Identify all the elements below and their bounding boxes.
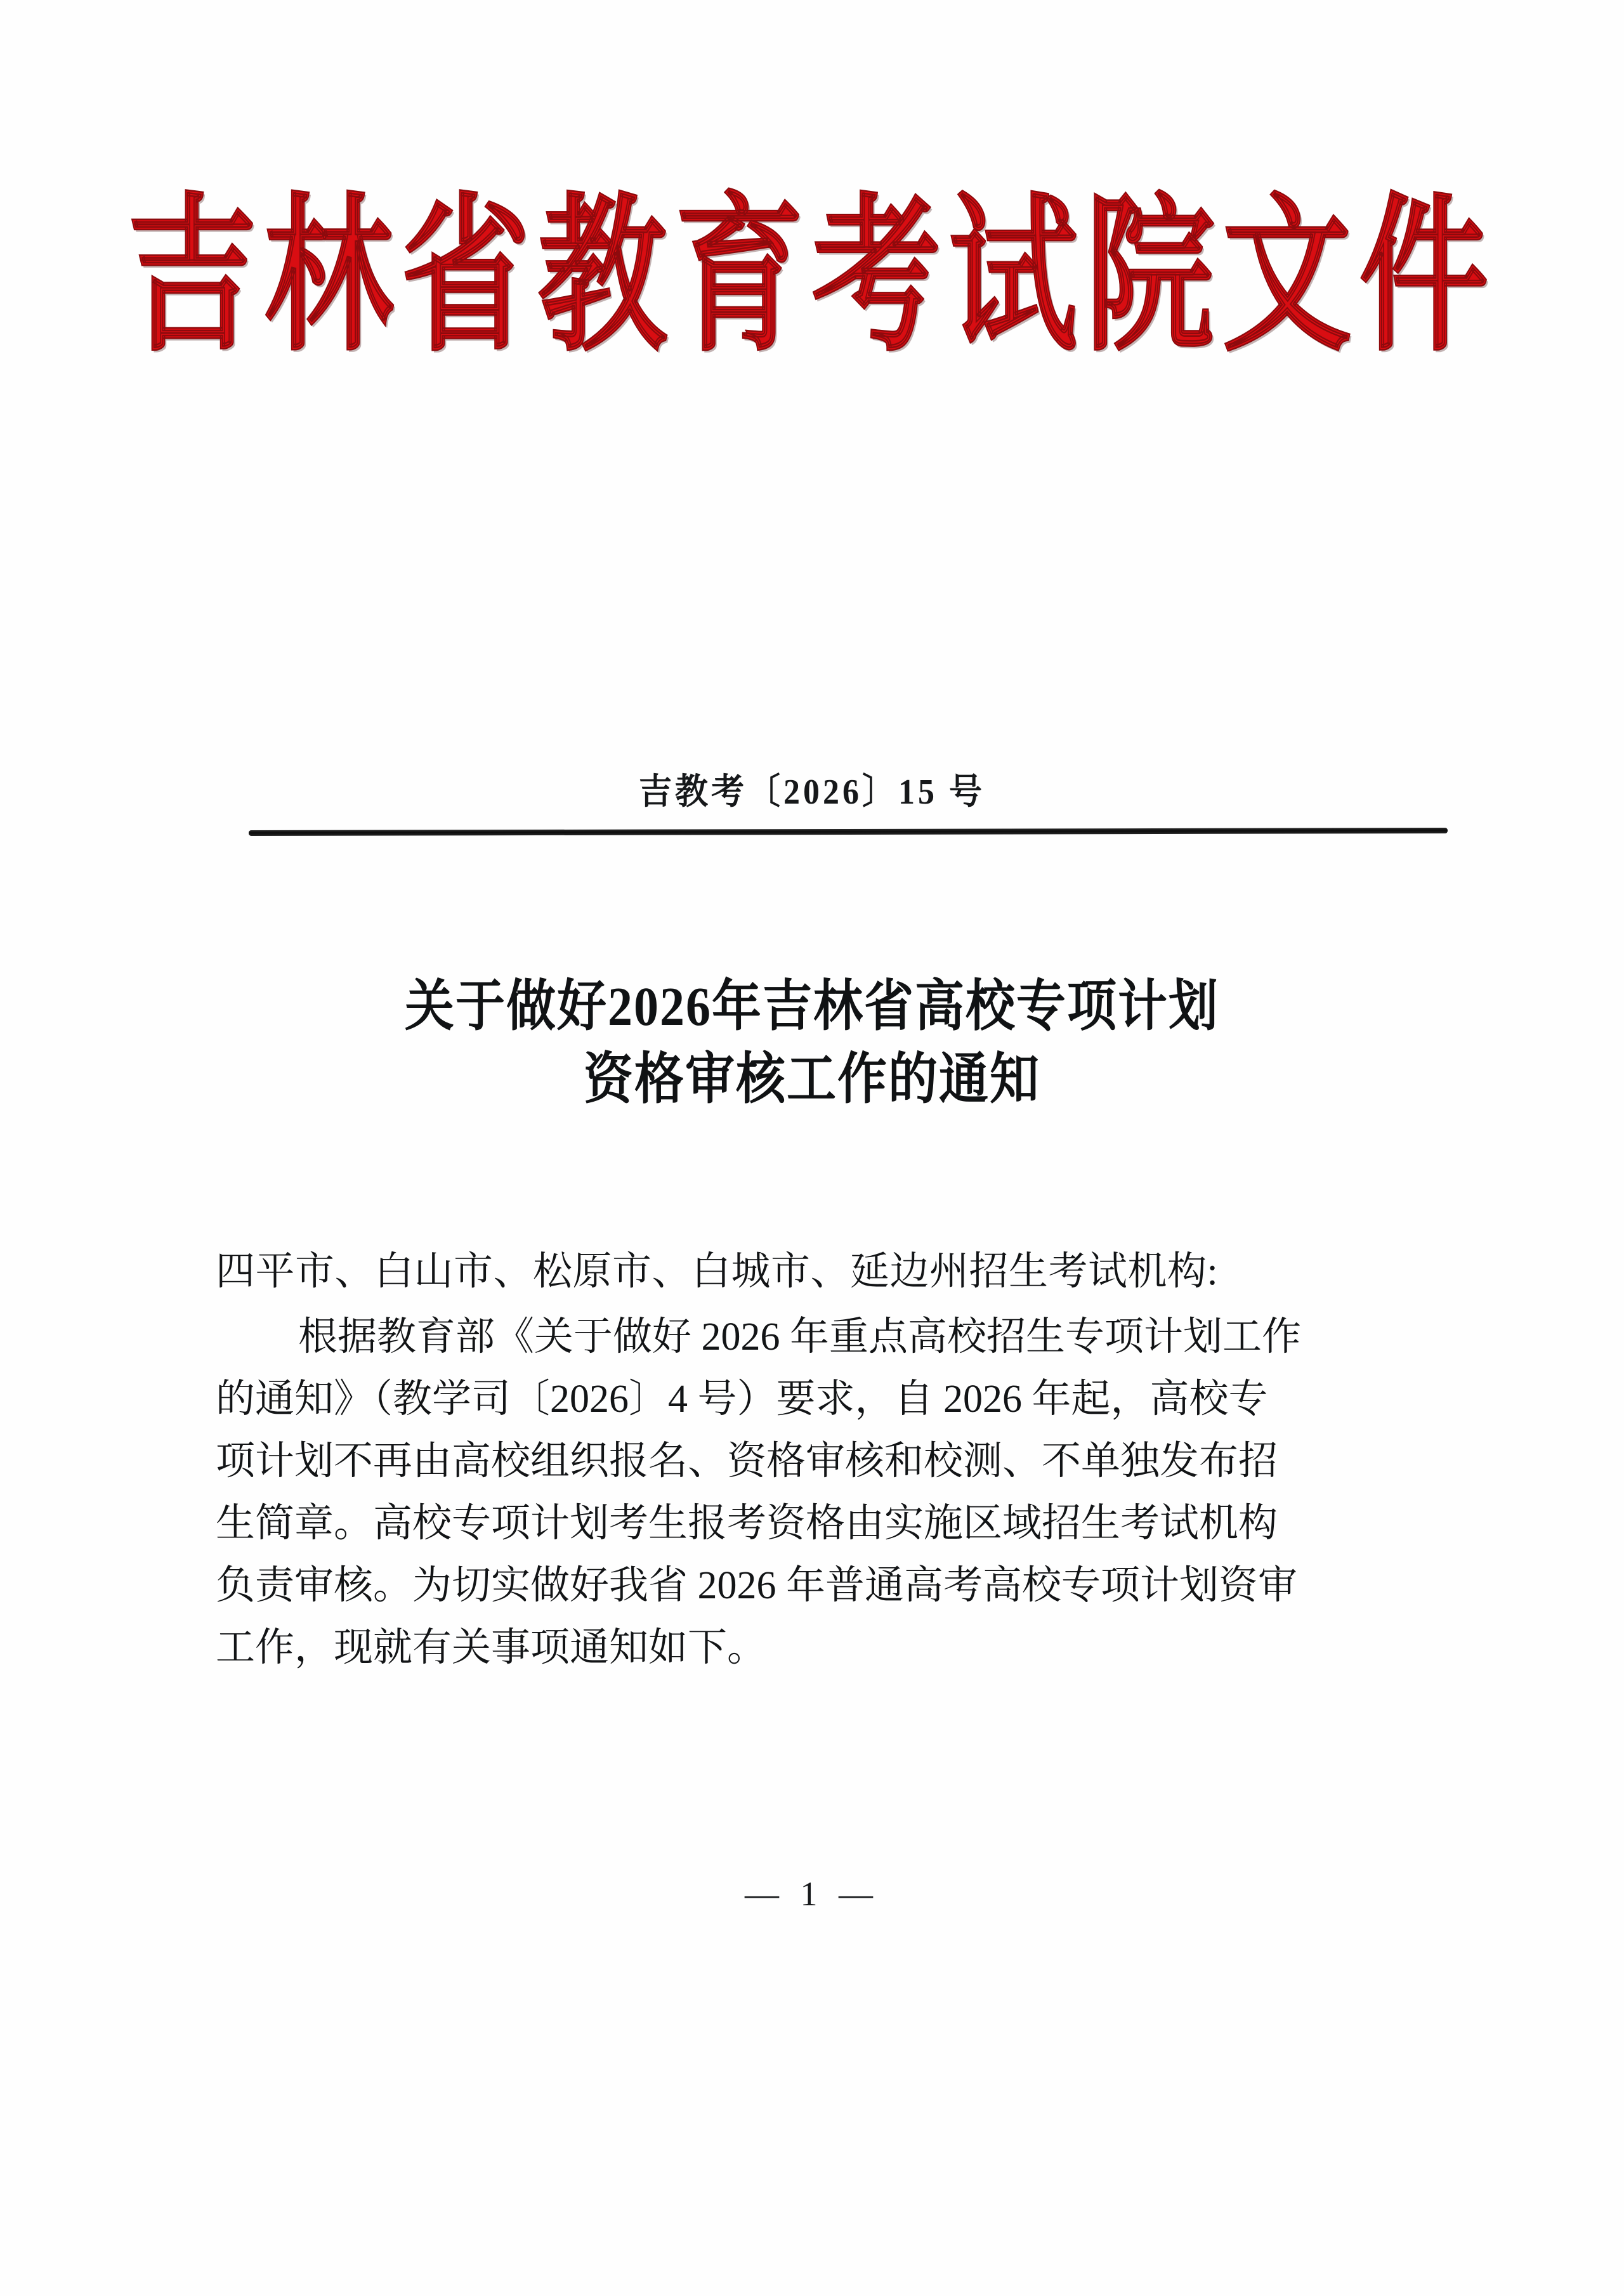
letterhead-masthead (0, 185, 1624, 372)
page-number: — 1 — (745, 1875, 879, 1913)
document-number-row (0, 764, 1624, 812)
letterhead-separator-rule (249, 828, 1448, 836)
document-title-line-1: 关于做好2026年吉林省高校专项计划 (404, 975, 1219, 1038)
body-line: 生简章。高校专项计划考生报考资格由实施区域招生考试机构 (216, 1502, 1278, 1546)
body-line: 的通知》（教学司〔2026〕4 号）要求，自 2026 年起，高校专 (216, 1378, 1268, 1421)
body-line: 工作，现就有关事项通知如下。 (216, 1626, 767, 1669)
body-paragraph-1 (216, 1307, 1431, 1680)
body-line: 根据教育部《关于做好 2026 年重点高校招生专项计划工作 (298, 1315, 1302, 1359)
document-title-line-2: 资格审核工作的通知 (583, 1048, 1040, 1111)
recipient-line: 四平市、白山市、松原市、白城市、延边州招生考试机构: (216, 1250, 1219, 1293)
issuing-authority-title: 吉林省教育考试院文件 (128, 185, 1496, 372)
document-title (0, 970, 1624, 1111)
page-footer (0, 1874, 1624, 1914)
document-number: 吉教考〔2026〕15 号 (638, 773, 985, 812)
body-line: 负责审核。为切实做好我省 2026 年普通高考高校专项计划资审 (216, 1564, 1298, 1608)
document-body (216, 1242, 1431, 1680)
body-line: 项计划不再由高校组织报名、资格审核和校测、不单独发布招 (216, 1440, 1278, 1484)
